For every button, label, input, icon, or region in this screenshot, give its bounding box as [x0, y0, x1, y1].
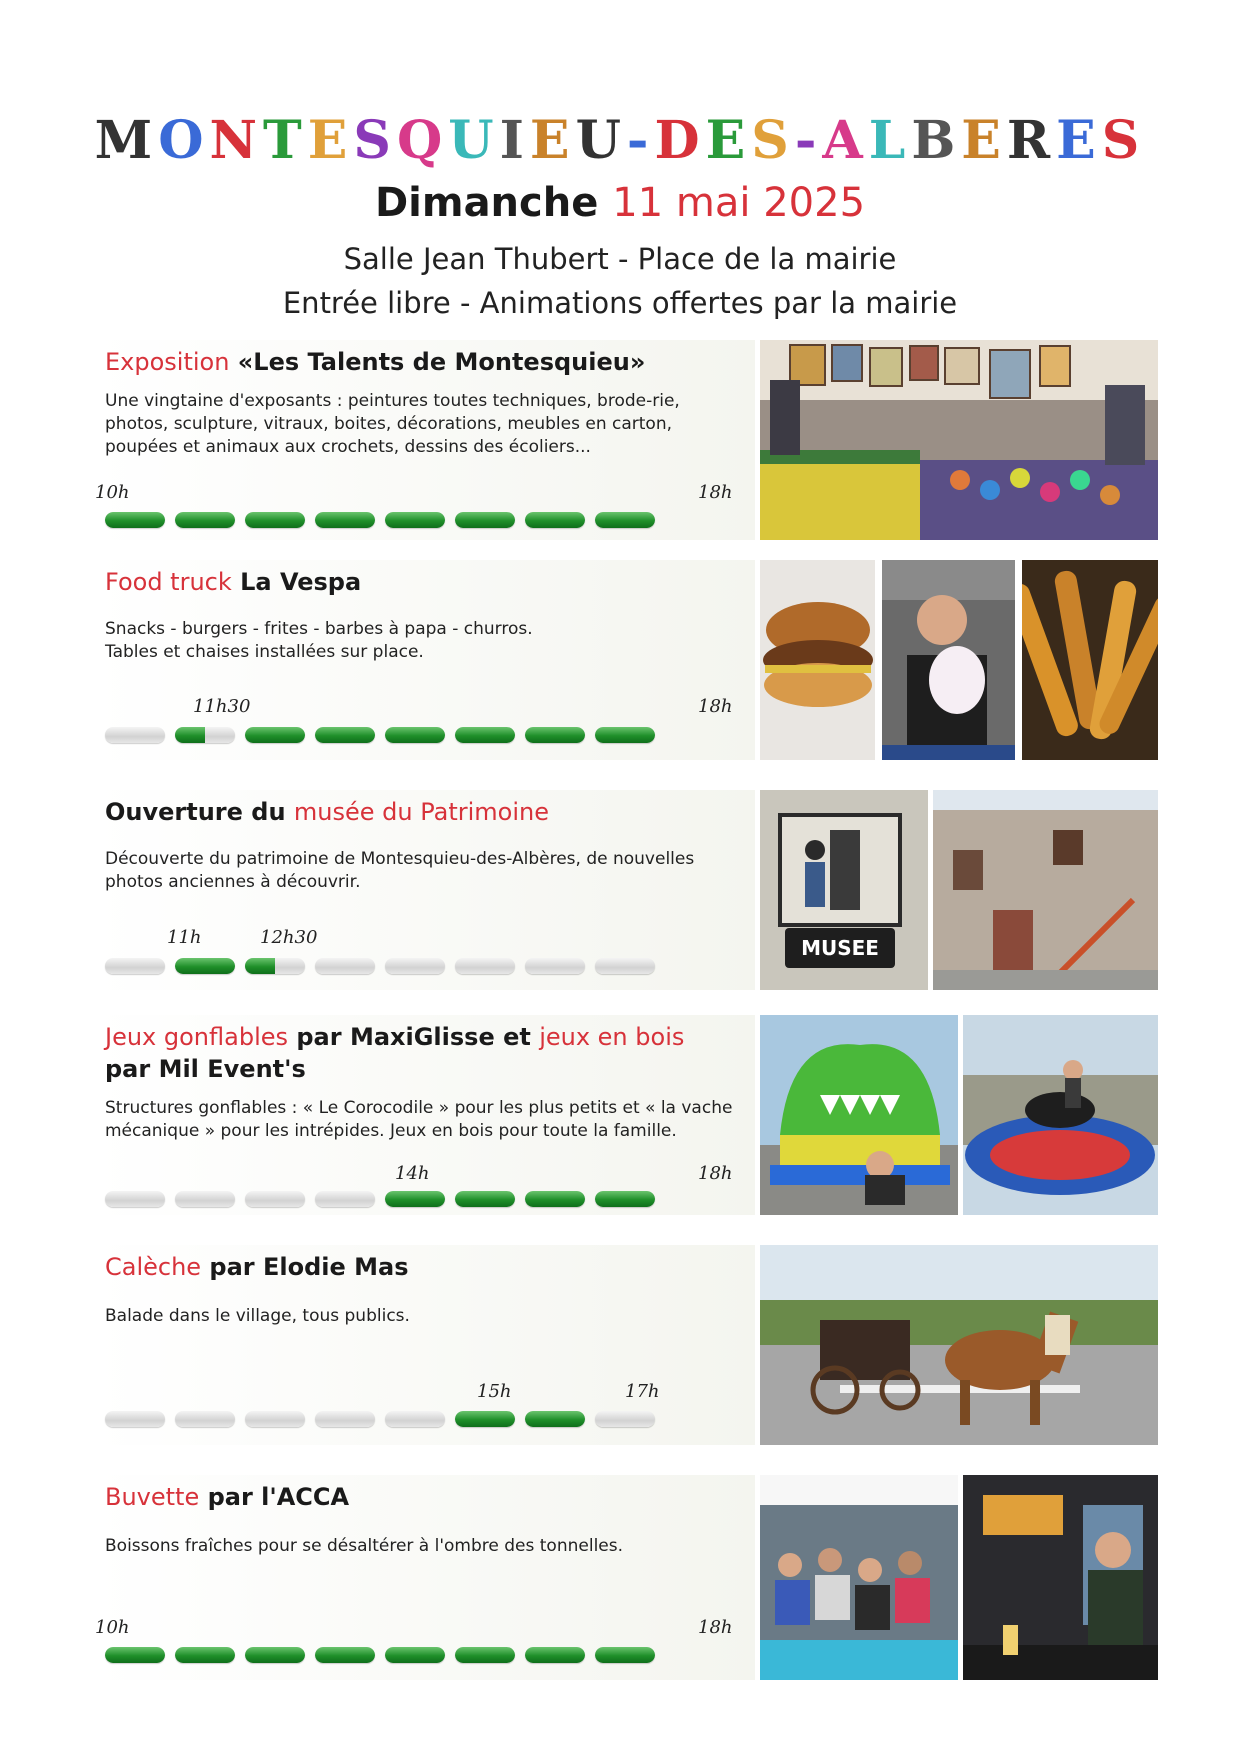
- time-segment: [245, 1647, 305, 1663]
- svg-text:MUSEE: MUSEE: [801, 936, 879, 960]
- title-highlight: Calèche: [105, 1253, 202, 1281]
- time-segment: [385, 958, 445, 974]
- time-bar: [105, 958, 705, 976]
- info-line: Entrée libre - Animations offertes par la mairie: [282, 286, 958, 320]
- section-description: Snacks - burgers - frites - barbes à papa - churros. Tables et chaises installées sur place.: [105, 619, 533, 662]
- time-segment: [455, 1191, 515, 1207]
- time-segment: [105, 1411, 165, 1427]
- time-segment: [175, 727, 235, 743]
- time-segment: [105, 1191, 165, 1207]
- time-segment: [525, 1191, 585, 1207]
- time-segment-fill: [105, 512, 165, 528]
- title-highlight: musée du Patrimoine: [293, 798, 549, 826]
- section-title: [105, 1251, 755, 1283]
- time-segment-fill: [525, 1647, 585, 1663]
- time-segment-fill: [245, 727, 305, 743]
- exhibition-photo: [760, 340, 1158, 540]
- section-description: Boissons fraîches pour se désaltérer à l'ombre des tonnelles.: [105, 1536, 624, 1556]
- time-segment: [525, 727, 585, 743]
- title-highlight: Jeux gonflables: [105, 1023, 289, 1051]
- time-segment: [245, 512, 305, 528]
- time-segment: [105, 958, 165, 974]
- title-highlight: Exposition: [105, 348, 230, 376]
- time-bar: [105, 1647, 705, 1665]
- time-bar: [105, 1411, 705, 1429]
- time-segment: [315, 958, 375, 974]
- cotton-candy-photo: [882, 560, 1015, 760]
- time-segment: [525, 1411, 585, 1427]
- section-food-truck: [95, 560, 1160, 760]
- section-title: [105, 346, 755, 378]
- start-hour: 11h: [167, 927, 202, 948]
- time-segment: [245, 1411, 305, 1427]
- end-hour: 18h: [698, 1617, 733, 1638]
- crowd-photo: [760, 1475, 958, 1680]
- time-segment-fill: [175, 958, 235, 974]
- time-segment: [595, 727, 655, 743]
- time-segment: [455, 958, 515, 974]
- time-segment: [595, 1191, 655, 1207]
- time-segment-fill: [455, 1191, 515, 1207]
- time-segment-fill: [455, 1647, 515, 1663]
- time-segment: [315, 1191, 375, 1207]
- time-segment-fill: [175, 727, 205, 743]
- time-segment-fill: [245, 1647, 305, 1663]
- title-rest: par MaxiGlisse et: [288, 1023, 540, 1051]
- title-highlight: Buvette: [105, 1483, 200, 1511]
- time-segment-fill: [595, 1647, 655, 1663]
- museum-building-photo: [933, 790, 1158, 990]
- title-rest: Ouverture du: [105, 798, 294, 826]
- section-musee: [95, 790, 1160, 990]
- time-segment: [105, 512, 165, 528]
- time-segment-fill: [455, 1411, 515, 1427]
- section-description: Structures gonflables : « Le Corocodile » pour les plus petits et « la vache mécanique » pour les intrépides. Jeux en bois pour toute la famille.: [105, 1098, 733, 1141]
- time-segment-fill: [385, 512, 445, 528]
- time-segment-fill: [245, 958, 275, 974]
- venue-line: Salle Jean Thubert - Place de la mairie: [343, 242, 897, 276]
- time-segment: [175, 1411, 235, 1427]
- bouncy-castle-photo: [760, 1015, 958, 1215]
- time-segment: [175, 1647, 235, 1663]
- time-segment-fill: [385, 1191, 445, 1207]
- end-hour: 18h: [698, 1163, 733, 1184]
- time-segment-fill: [385, 1647, 445, 1663]
- title-rest: La Vespa: [231, 568, 362, 596]
- time-segment-fill: [245, 512, 305, 528]
- section-description: Une vingtaine d'exposants : peintures toutes techniques, brode-rie, photos, sculpture, vitraux, boites, décorations, meubles en carton, poupées et animaux aux crochets, dessins des écoliers...: [105, 391, 680, 457]
- time-segment: [315, 512, 375, 528]
- time-segment-fill: [595, 727, 655, 743]
- time-segment: [455, 1411, 515, 1427]
- logo-text: MONTESQUIEU-DES-ALBERES: [94, 110, 1146, 171]
- time-segment: [455, 1647, 515, 1663]
- section-description: Balade dans le village, tous publics.: [105, 1306, 410, 1326]
- time-segment: [455, 727, 515, 743]
- time-segment: [595, 512, 655, 528]
- end-hour: 17h: [625, 1381, 660, 1402]
- time-segment-fill: [595, 1191, 655, 1207]
- time-segment: [385, 1191, 445, 1207]
- section-title: [105, 566, 755, 598]
- time-segment: [105, 1647, 165, 1663]
- section-jeux: [95, 1015, 1160, 1215]
- museum-sign-photo: [760, 790, 928, 990]
- title-end: par Mil Event's: [105, 1055, 306, 1083]
- end-hour: 18h: [698, 482, 733, 503]
- time-segment: [315, 1411, 375, 1427]
- time-segment: [245, 958, 305, 974]
- time-segment: [315, 727, 375, 743]
- mechanical-bull-photo: [963, 1015, 1158, 1215]
- time-segment: [175, 958, 235, 974]
- time-segment: [105, 727, 165, 743]
- time-segment-fill: [175, 512, 235, 528]
- churros-photo: [1022, 560, 1158, 760]
- time-segment-fill: [105, 1647, 165, 1663]
- time-segment-fill: [315, 1647, 375, 1663]
- start-hour: 11h30: [193, 696, 251, 717]
- start-hour: 10h: [95, 1617, 130, 1638]
- time-segment: [525, 1647, 585, 1663]
- time-segment: [385, 1411, 445, 1427]
- time-bar: [105, 727, 705, 745]
- burger-photo: [760, 560, 875, 760]
- title-rest: par Elodie Mas: [201, 1253, 409, 1281]
- time-segment: [595, 1411, 655, 1427]
- time-segment-fill: [525, 1191, 585, 1207]
- day-label: Dimanche: [374, 180, 599, 226]
- time-segment: [385, 727, 445, 743]
- section-description: Découverte du patrimoine de Montesquieu-des-Albères, de nouvelles photos anciennes à découvrir.: [105, 849, 695, 892]
- time-segment-fill: [525, 1411, 585, 1427]
- end-hour: 12h30: [260, 927, 318, 948]
- title-highlight: Food truck: [105, 568, 232, 596]
- time-segment-fill: [525, 512, 585, 528]
- time-segment: [595, 958, 655, 974]
- section-caleche: [95, 1245, 1160, 1445]
- time-segment: [385, 512, 445, 528]
- section-title: [105, 796, 755, 828]
- time-bar: [105, 512, 705, 530]
- time-segment: [525, 512, 585, 528]
- bar-photo: [963, 1475, 1158, 1680]
- time-segment: [595, 1647, 655, 1663]
- title-highlight-2: jeux en bois: [539, 1023, 685, 1051]
- time-segment: [175, 1191, 235, 1207]
- time-segment-fill: [595, 512, 655, 528]
- start-hour: 15h: [477, 1381, 512, 1402]
- time-segment-fill: [525, 727, 585, 743]
- village-logo: [0, 110, 1240, 171]
- section-title: [105, 1481, 755, 1513]
- time-segment-fill: [315, 727, 375, 743]
- time-segment-fill: [455, 512, 515, 528]
- time-segment: [525, 958, 585, 974]
- time-segment-fill: [315, 512, 375, 528]
- date-label: 11 mai 2025: [612, 180, 866, 226]
- time-segment: [385, 1647, 445, 1663]
- end-hour: 18h: [698, 696, 733, 717]
- section-title: [105, 1021, 755, 1085]
- section-exposition: [95, 340, 1160, 540]
- event-date-heading: [0, 180, 1240, 226]
- start-hour: 10h: [95, 482, 130, 503]
- time-segment: [245, 727, 305, 743]
- time-segment-fill: [455, 727, 515, 743]
- time-segment: [455, 512, 515, 528]
- time-segment: [245, 1191, 305, 1207]
- start-hour: 14h: [395, 1163, 430, 1184]
- carriage-photo: [760, 1245, 1158, 1445]
- title-rest: «Les Talents de Montesquieu»: [229, 348, 646, 376]
- time-segment: [315, 1647, 375, 1663]
- time-bar: [105, 1191, 705, 1209]
- time-segment: [175, 512, 235, 528]
- title-rest: par l'ACCA: [199, 1483, 350, 1511]
- section-buvette: [95, 1475, 1160, 1680]
- time-segment-fill: [175, 1647, 235, 1663]
- time-segment-fill: [385, 727, 445, 743]
